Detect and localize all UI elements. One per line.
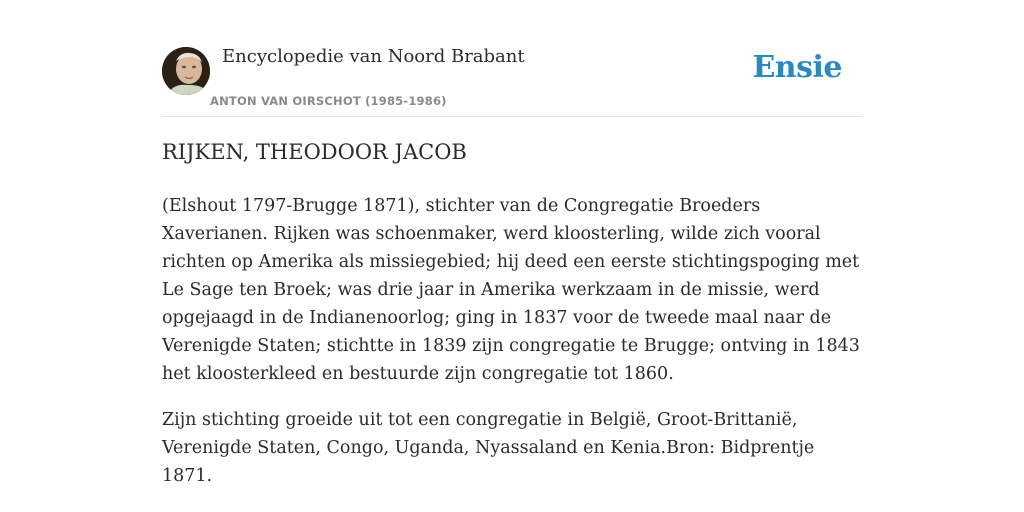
- article-body: [162, 192, 867, 508]
- author-portrait-icon: [162, 47, 210, 95]
- author-avatar[interactable]: [162, 47, 210, 95]
- article-paragraph: (Elshout 1797-Brugge 1871), stichter van de Congregatie Broeders Xaverianen. Rijken was schoenmaker, werd kloosterling, wilde zich vooral richten op Amerika als missiegebied; hij deed een eerste stichtingspoging met Le Sage ten Broek; was drie jaar in Amerika werkzaam in de missie, werd opgejaagd in de Indianenoorlog; ging in 1837 voor de tweede maal naar de Verenigde Staten; stichtte in 1839 zijn congregatie te Brugge; ontving in 1843 het kloosterkleed en bestuurde zijn congregatie tot 1860.: [162, 196, 860, 384]
- source-title[interactable]: Encyclopedie van Noord Brabant: [222, 46, 525, 67]
- author-name[interactable]: ANTON VAN OIRSCHOT (1985-1986): [210, 94, 447, 108]
- article-paragraph: Zijn stichting groeide uit tot een congregatie in België, Groot-Brittanië, Verenigde Staten, Congo, Uganda, Nyassaland en Kenia.Bron: Bidprentje 1871.: [162, 410, 815, 486]
- source-header: [162, 44, 862, 117]
- ensie-logo[interactable]: Ensie: [752, 50, 842, 85]
- article-title: RIJKEN, THEODOOR JACOB: [162, 140, 467, 164]
